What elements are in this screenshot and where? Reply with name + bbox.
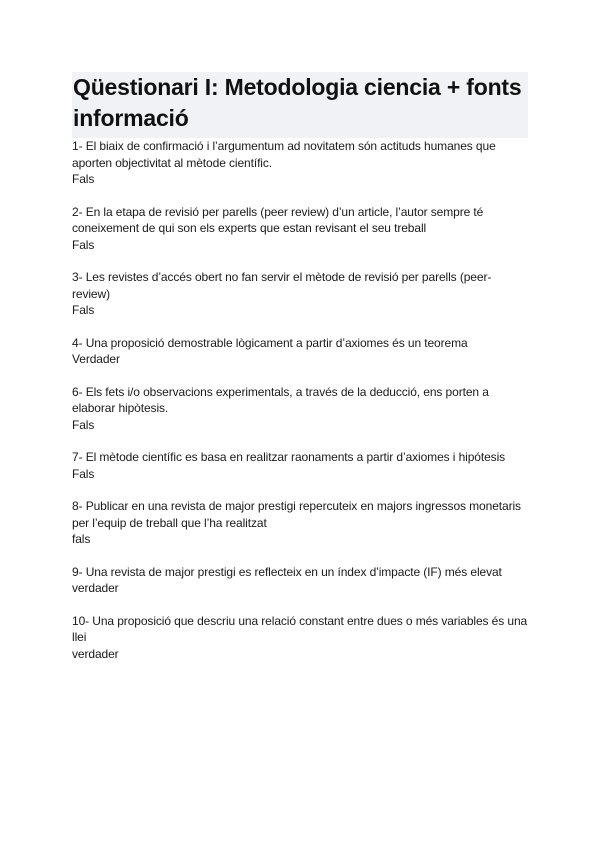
question-answer: Fals xyxy=(72,417,95,432)
question-text: 8- Publicar en una revista de major prestigi repercuteix en majors ingressos monetaris per l’equip de treball que l’ha realitzat xyxy=(72,499,521,530)
question-item-10 xyxy=(72,613,528,663)
question-text: 2- En la etapa de revisió per parells (peer review) d’un article, l’autor sempre té coneixement de qui son els experts que estan revisant el seu treball xyxy=(72,204,484,235)
question-list xyxy=(72,138,528,678)
question-text: 1- El biaix de confirmació i l’argumentum ad novitatem són actituds humanes que aporten objectivitat al mètode científic. xyxy=(72,139,496,170)
question-item-8 xyxy=(72,498,528,548)
question-item-7 xyxy=(72,449,528,482)
question-answer: verdader xyxy=(72,581,119,595)
title-block xyxy=(72,72,528,138)
question-item-6 xyxy=(72,384,528,434)
question-item-9 xyxy=(72,564,528,597)
question-answer: Verdader xyxy=(72,352,120,366)
question-text: 6- Els fets i/o observacions experimentals, a través de la deducció, ens porten a elaborar hipòtesis. xyxy=(72,384,489,415)
page-title: Qüestionari I: Metodologia ciencia + fonts informació xyxy=(73,74,522,131)
question-text: 7- El mètode científic es basa en realitzar raonaments a partir d’axiomes i hipótesis xyxy=(72,450,506,464)
question-item-3 xyxy=(72,269,528,319)
question-item-2 xyxy=(72,204,528,254)
question-text: 3- Les revistes d’accés obert no fan servir el mètode de revisió per parells (peer-review) xyxy=(72,270,492,301)
question-answer: verdader xyxy=(72,646,119,661)
question-answer: Fals xyxy=(72,466,95,481)
question-item-1 xyxy=(72,138,528,188)
question-text: 9- Una revista de major prestigi es reflecteix en un índex d’impacte (IF) més elevat xyxy=(72,564,502,579)
question-text: 4- Una proposició demostrable lògicament a partir d’axiomes és un teorema xyxy=(72,335,468,350)
question-text: 10- Una proposició que descriu una relació constant entre dues o més variables és una llei xyxy=(72,613,528,644)
question-answer: Fals xyxy=(72,303,95,317)
question-answer: Fals xyxy=(72,237,95,252)
question-answer: Fals xyxy=(72,172,95,186)
question-item-4 xyxy=(72,335,528,368)
question-answer: fals xyxy=(72,532,91,546)
